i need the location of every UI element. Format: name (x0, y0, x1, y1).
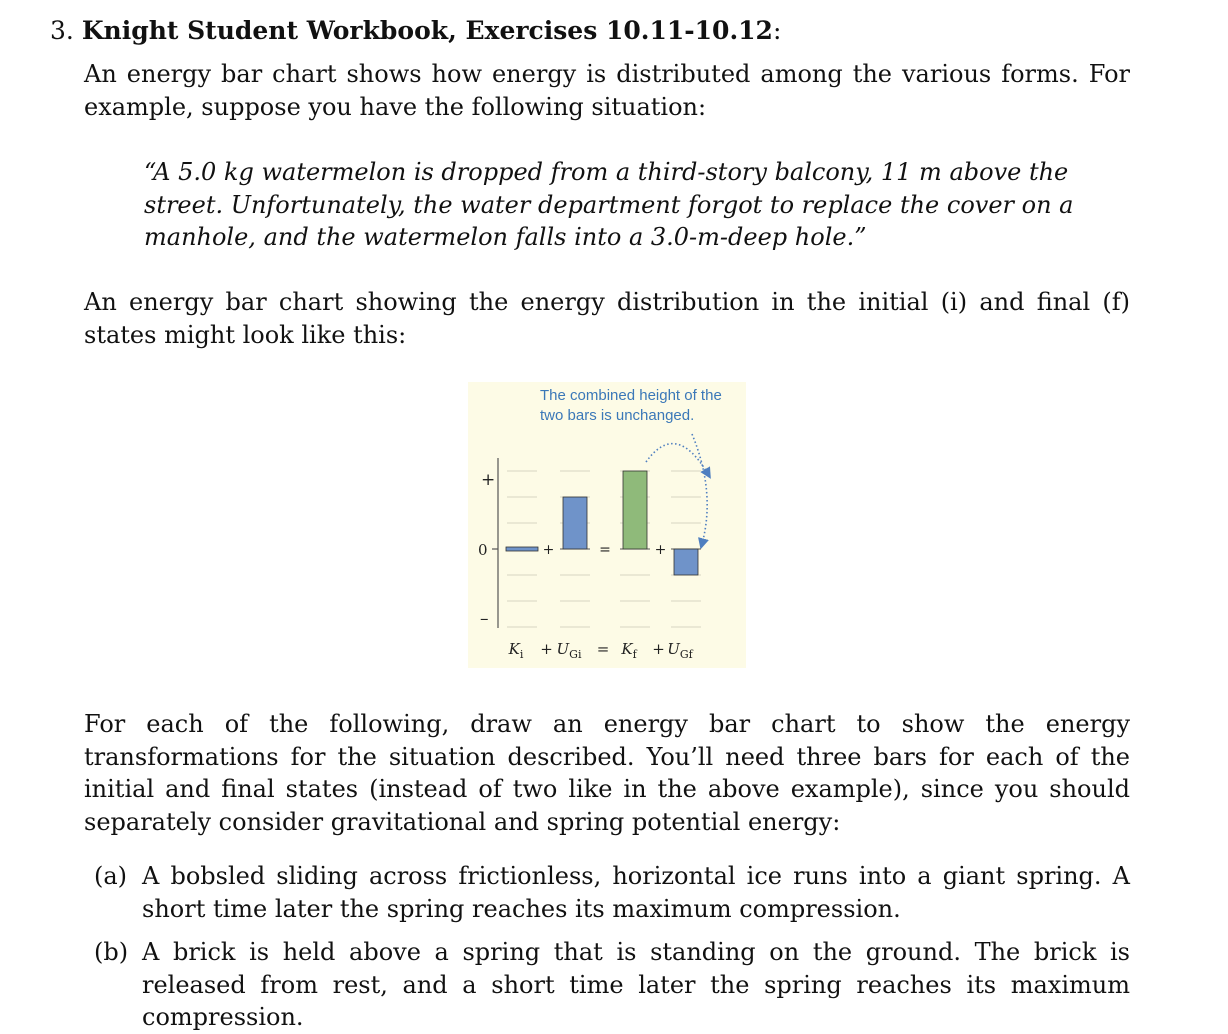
situation-quote: “A 5.0 kg watermelon is dropped from a third-story balcony, 11 m above the street. Unfortunately, the water department forgot to replace the cover on a manhole, and the watermelon falls into a 3.0-m-deep hole.” (144, 158, 1074, 251)
bar-kf (623, 471, 647, 549)
intro-paragraph: An energy bar chart shows how energy is distributed among the various forms. For example, suppose you have the following situation: (84, 60, 1130, 121)
problem-heading (50, 14, 781, 48)
bar-ugf (674, 549, 698, 575)
label-subscript: Gi (569, 648, 582, 661)
axis-plus-label: + (481, 470, 496, 490)
axis-minus-label: – (480, 609, 489, 629)
energy-bar-chart (468, 382, 746, 668)
annotation-arrow-to-kf (646, 444, 708, 474)
title-colon: : (772, 16, 782, 45)
part-a-label: (a) (94, 862, 128, 890)
bar-operator-1: + (542, 542, 555, 558)
bar-operator-2: = (599, 542, 611, 558)
axis-zero-label: 0 (478, 541, 488, 559)
label-subscript: i (519, 648, 524, 661)
equation-operator-3: + (652, 640, 665, 658)
label-main: U (556, 640, 570, 658)
label-subscript: f (632, 648, 637, 661)
label-main: K (508, 640, 520, 658)
chart-annotation-line-2: two bars is unchanged. (540, 407, 695, 424)
category-label-kf (620, 640, 637, 661)
equation-operator-2: = (596, 640, 610, 658)
bar-ki (506, 547, 538, 551)
bar-operator-3: + (654, 542, 667, 558)
label-main: U (667, 640, 680, 658)
operators-group (543, 542, 667, 558)
equation-operator-1: + (540, 640, 553, 658)
label-subscript: Gf (679, 648, 693, 661)
problem-title: Knight Student Workbook, Exercises 10.11-10.12 (81, 16, 773, 45)
part-b-text: A brick is held above a spring that is standing on the ground. The brick is released from rest, and a short time later the spring reaches its maximum compression. (142, 938, 1130, 1031)
label-main: K (621, 640, 633, 658)
category-label-ki (508, 640, 524, 661)
annotation-arrow-to-ugf (692, 434, 707, 544)
instructions-paragraph: For each of the following, draw an energy bar chart to show the energy transformations for the situation described. You’ll need three bars for each of the initial and final states (instead of two like in the above example), since you should separately consider gravitational and spring potential energy: (84, 710, 1130, 836)
category-label-ugf (667, 640, 693, 661)
energy-bar-chart-figure (468, 382, 746, 668)
part-a-text: A bobsled sliding across frictionless, horizontal ice runs into a giant spring. A short time later the spring reaches its maximum compression. (142, 862, 1130, 923)
problem-number: 3. (50, 16, 74, 45)
part-b-label: (b) (94, 938, 129, 966)
chart-intro-paragraph: An energy bar chart showing the energy distribution in the initial (i) and final (f) states might look like this: (84, 288, 1130, 349)
chart-annotation-line-1: The combined height of the (540, 387, 722, 404)
category-label-ugi (557, 640, 582, 661)
category-labels-group (508, 640, 694, 661)
bar-ugi (563, 497, 587, 549)
